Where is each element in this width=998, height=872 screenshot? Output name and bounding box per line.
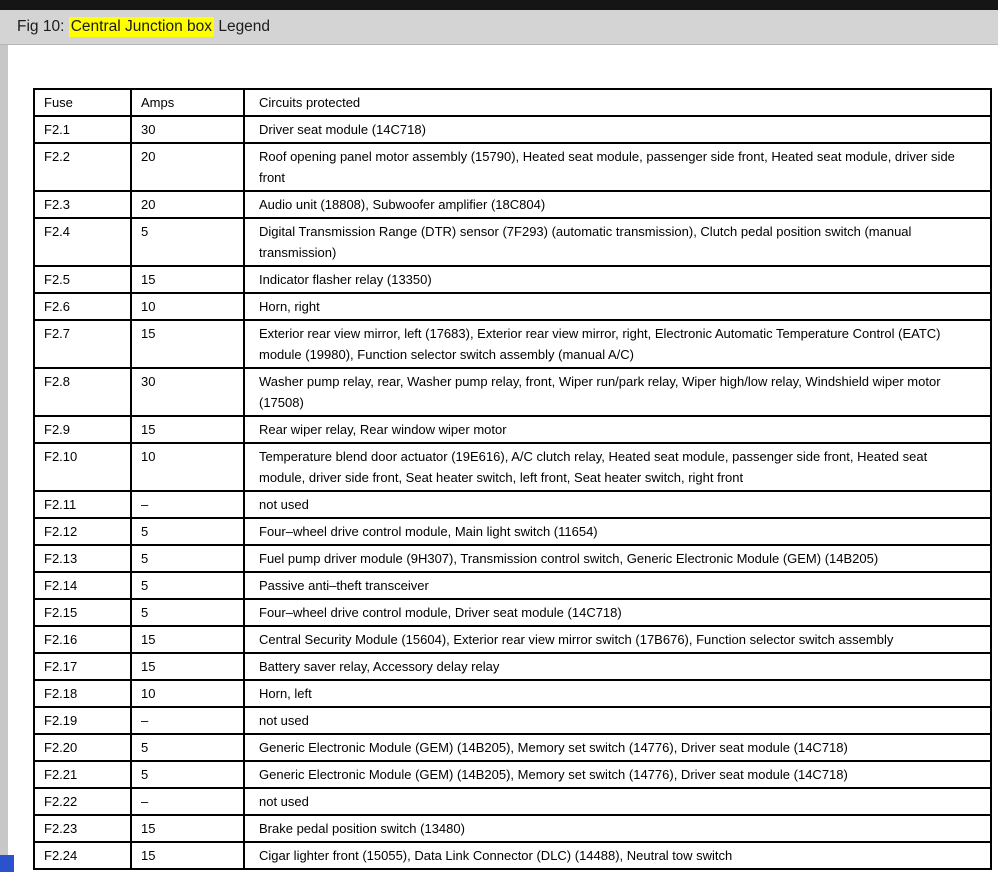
amps-cell: 20 bbox=[131, 191, 244, 218]
amps-cell: 30 bbox=[131, 116, 244, 143]
circuits-cell: not used bbox=[244, 707, 991, 734]
header-circuits: Circuits protected bbox=[244, 89, 991, 116]
table-row bbox=[34, 293, 991, 320]
circuits-cell: Generic Electronic Module (GEM) (14B205), Memory set switch (14776), Driver seat module (14C718) bbox=[244, 734, 991, 761]
circuits-cell: Washer pump relay, rear, Washer pump relay, front, Wiper run/park relay, Wiper high/low relay, Windshield wiper motor (17508) bbox=[244, 368, 991, 416]
circuits-cell: Digital Transmission Range (DTR) sensor (7F293) (automatic transmission), Clutch pedal position switch (manual transmission) bbox=[244, 218, 991, 266]
header-amps: Amps bbox=[131, 89, 244, 116]
circuits-cell: Brake pedal position switch (13480) bbox=[244, 815, 991, 842]
circuits-cell: Cigar lighter front (15055), Data Link Connector (DLC) (14488), Neutral tow switch bbox=[244, 842, 991, 869]
fuse-cell: F2.3 bbox=[34, 191, 131, 218]
amps-cell: 5 bbox=[131, 545, 244, 572]
table-row bbox=[34, 518, 991, 545]
fuse-cell: F2.23 bbox=[34, 815, 131, 842]
fuse-cell: F2.18 bbox=[34, 680, 131, 707]
amps-cell: 5 bbox=[131, 761, 244, 788]
amps-cell: 15 bbox=[131, 320, 244, 368]
left-margin-strip bbox=[0, 45, 8, 872]
amps-cell: – bbox=[131, 788, 244, 815]
table-row bbox=[34, 734, 991, 761]
circuits-cell: Passive anti–theft transceiver bbox=[244, 572, 991, 599]
fuse-cell: F2.15 bbox=[34, 599, 131, 626]
circuits-cell: Roof opening panel motor assembly (15790), Heated seat module, passenger side front, Heated seat module, driver side front bbox=[244, 143, 991, 191]
fuse-cell: F2.17 bbox=[34, 653, 131, 680]
figure-caption-prefix: Fig 10: bbox=[17, 18, 69, 35]
fuse-cell: F2.5 bbox=[34, 266, 131, 293]
table-row bbox=[34, 320, 991, 368]
circuits-cell: Four–wheel drive control module, Main light switch (11654) bbox=[244, 518, 991, 545]
fuse-cell: F2.11 bbox=[34, 491, 131, 518]
fuse-legend-table bbox=[33, 88, 992, 870]
amps-cell: 5 bbox=[131, 734, 244, 761]
table-row bbox=[34, 491, 991, 518]
fuse-cell: F2.21 bbox=[34, 761, 131, 788]
table-row bbox=[34, 599, 991, 626]
table-row bbox=[34, 191, 991, 218]
amps-cell: – bbox=[131, 707, 244, 734]
fuse-cell: F2.12 bbox=[34, 518, 131, 545]
fuse-cell: F2.9 bbox=[34, 416, 131, 443]
circuits-cell: Fuel pump driver module (9H307), Transmission control switch, Generic Electronic Module (GEM) (14B205) bbox=[244, 545, 991, 572]
amps-cell: 15 bbox=[131, 416, 244, 443]
circuits-cell: Temperature blend door actuator (19E616), A/C clutch relay, Heated seat module, passenger side front, Heated seat module, driver side front, Seat heater switch, left front, Seat heater switch, right front bbox=[244, 443, 991, 491]
amps-cell: 15 bbox=[131, 266, 244, 293]
amps-cell: 5 bbox=[131, 218, 244, 266]
amps-cell: 15 bbox=[131, 653, 244, 680]
table-row bbox=[34, 416, 991, 443]
fuse-cell: F2.1 bbox=[34, 116, 131, 143]
circuits-cell: not used bbox=[244, 491, 991, 518]
amps-cell: 15 bbox=[131, 815, 244, 842]
table-row bbox=[34, 788, 991, 815]
table-row bbox=[34, 761, 991, 788]
circuits-cell: Horn, left bbox=[244, 680, 991, 707]
circuits-cell: not used bbox=[244, 788, 991, 815]
fuse-cell: F2.2 bbox=[34, 143, 131, 191]
fuse-cell: F2.13 bbox=[34, 545, 131, 572]
corner-accent-marker bbox=[0, 855, 14, 872]
document-page bbox=[8, 45, 998, 872]
table-row bbox=[34, 266, 991, 293]
table-row bbox=[34, 368, 991, 416]
circuits-cell: Driver seat module (14C718) bbox=[244, 116, 991, 143]
amps-cell: 5 bbox=[131, 599, 244, 626]
figure-caption-suffix: Legend bbox=[214, 18, 271, 35]
amps-cell: 10 bbox=[131, 443, 244, 491]
circuits-cell: Audio unit (18808), Subwoofer amplifier (18C804) bbox=[244, 191, 991, 218]
window-top-bar bbox=[0, 0, 998, 10]
fuse-cell: F2.20 bbox=[34, 734, 131, 761]
fuse-cell: F2.6 bbox=[34, 293, 131, 320]
circuits-cell: Generic Electronic Module (GEM) (14B205), Memory set switch (14776), Driver seat module (14C718) bbox=[244, 761, 991, 788]
amps-cell: 10 bbox=[131, 293, 244, 320]
table-row bbox=[34, 545, 991, 572]
fuse-cell: F2.22 bbox=[34, 788, 131, 815]
circuits-cell: Rear wiper relay, Rear window wiper motor bbox=[244, 416, 991, 443]
fuse-cell: F2.10 bbox=[34, 443, 131, 491]
table-row bbox=[34, 680, 991, 707]
table-row bbox=[34, 443, 991, 491]
table-row bbox=[34, 653, 991, 680]
table-row bbox=[34, 842, 991, 869]
fuse-cell: F2.7 bbox=[34, 320, 131, 368]
circuits-cell: Exterior rear view mirror, left (17683), Exterior rear view mirror, right, Electronic Automatic Temperature Control (EATC) module (19980), Function selector switch assembly (manual A/C) bbox=[244, 320, 991, 368]
fuse-cell: F2.14 bbox=[34, 572, 131, 599]
fuse-cell: F2.8 bbox=[34, 368, 131, 416]
table-row bbox=[34, 116, 991, 143]
header-fuse: Fuse bbox=[34, 89, 131, 116]
circuits-cell: Four–wheel drive control module, Driver seat module (14C718) bbox=[244, 599, 991, 626]
table-row bbox=[34, 218, 991, 266]
fuse-table-body bbox=[34, 116, 991, 869]
table-row bbox=[34, 572, 991, 599]
amps-cell: 10 bbox=[131, 680, 244, 707]
amps-cell: 15 bbox=[131, 842, 244, 869]
table-header-row bbox=[34, 89, 991, 116]
table-row bbox=[34, 815, 991, 842]
figure-caption-bar bbox=[0, 10, 998, 45]
figure-caption-highlight: Central Junction box bbox=[70, 18, 213, 35]
amps-cell: 30 bbox=[131, 368, 244, 416]
circuits-cell: Battery saver relay, Accessory delay relay bbox=[244, 653, 991, 680]
amps-cell: – bbox=[131, 491, 244, 518]
amps-cell: 20 bbox=[131, 143, 244, 191]
amps-cell: 5 bbox=[131, 572, 244, 599]
fuse-cell: F2.16 bbox=[34, 626, 131, 653]
amps-cell: 15 bbox=[131, 626, 244, 653]
fuse-cell: F2.24 bbox=[34, 842, 131, 869]
table-row bbox=[34, 707, 991, 734]
fuse-cell: F2.19 bbox=[34, 707, 131, 734]
fuse-cell: F2.4 bbox=[34, 218, 131, 266]
amps-cell: 5 bbox=[131, 518, 244, 545]
table-row bbox=[34, 626, 991, 653]
circuits-cell: Indicator flasher relay (13350) bbox=[244, 266, 991, 293]
circuits-cell: Central Security Module (15604), Exterior rear view mirror switch (17B676), Function selector switch assembly bbox=[244, 626, 991, 653]
table-row bbox=[34, 143, 991, 191]
circuits-cell: Horn, right bbox=[244, 293, 991, 320]
